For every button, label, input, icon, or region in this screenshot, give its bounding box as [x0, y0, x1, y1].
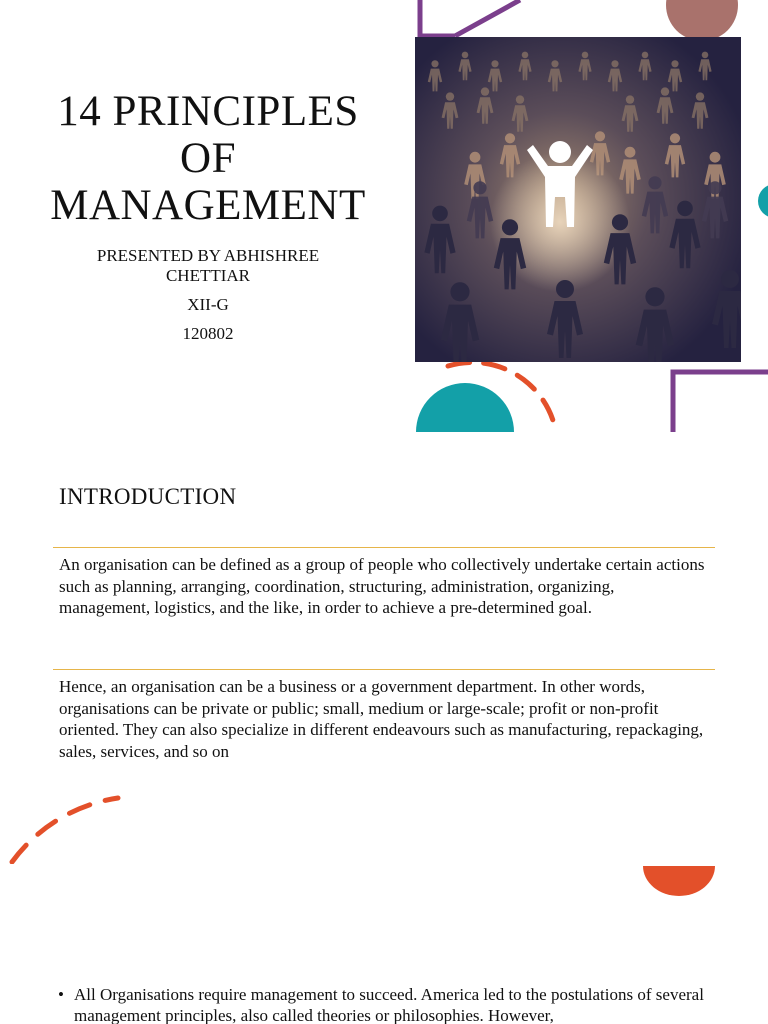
divider-line	[53, 547, 715, 548]
teal-circle-right	[758, 184, 768, 218]
bullet-list	[58, 984, 718, 1024]
rose-circle	[666, 0, 738, 41]
orange-dashed-arc	[12, 798, 118, 862]
roll-number: 120802	[182, 324, 234, 343]
class-label: XII-G	[187, 295, 229, 314]
intro-paragraph-2: Hence, an organisation can be a business or a government department. In other words, organisations can be private or public; small, medium or large-scale; profit or non-profit oriented. They can also specialize in different endeavours such as manufacturing, repackaging, sales, services, and so on	[59, 677, 704, 761]
crowd-photo-icon	[415, 37, 741, 362]
intro-paragraph-1: An organisation can be defined as a group of people who collectively undertake certain actions such as planning, arranging, coordination, structuring, administration, organizing, management, logistics, and the like, in order to achieve a pre-determined goal.	[59, 555, 705, 617]
list-item: • All Organisations require management to succeed. America led to the postulations of several management principles, also called theories or philosophies. However,	[58, 984, 718, 1024]
purple-diagonal-line	[455, 0, 520, 36]
management-slide	[0, 864, 768, 1024]
presenter-line-2: CHETTIAR	[165, 266, 251, 285]
slide-heading: INTRODUCTION	[59, 484, 237, 509]
presenter-info	[60, 246, 356, 344]
divider-line	[53, 669, 715, 670]
introduction-slide	[0, 432, 768, 864]
purple-corner-line-top	[420, 0, 455, 36]
title-line: OF	[180, 135, 236, 182]
crowd-photo	[415, 37, 741, 362]
purple-corner-line-bottom	[673, 372, 768, 432]
orange-half-circle	[643, 866, 715, 896]
teal-semicircle	[416, 383, 514, 432]
title-slide	[0, 0, 768, 432]
title-line: 14 PRINCIPLES	[57, 88, 359, 135]
title-line: MANAGEMENT	[50, 182, 366, 229]
presentation-title	[40, 88, 376, 229]
presenter-line-1: PRESENTED BY ABHISHREE	[96, 246, 320, 265]
orange-dashed-arc	[448, 362, 556, 432]
